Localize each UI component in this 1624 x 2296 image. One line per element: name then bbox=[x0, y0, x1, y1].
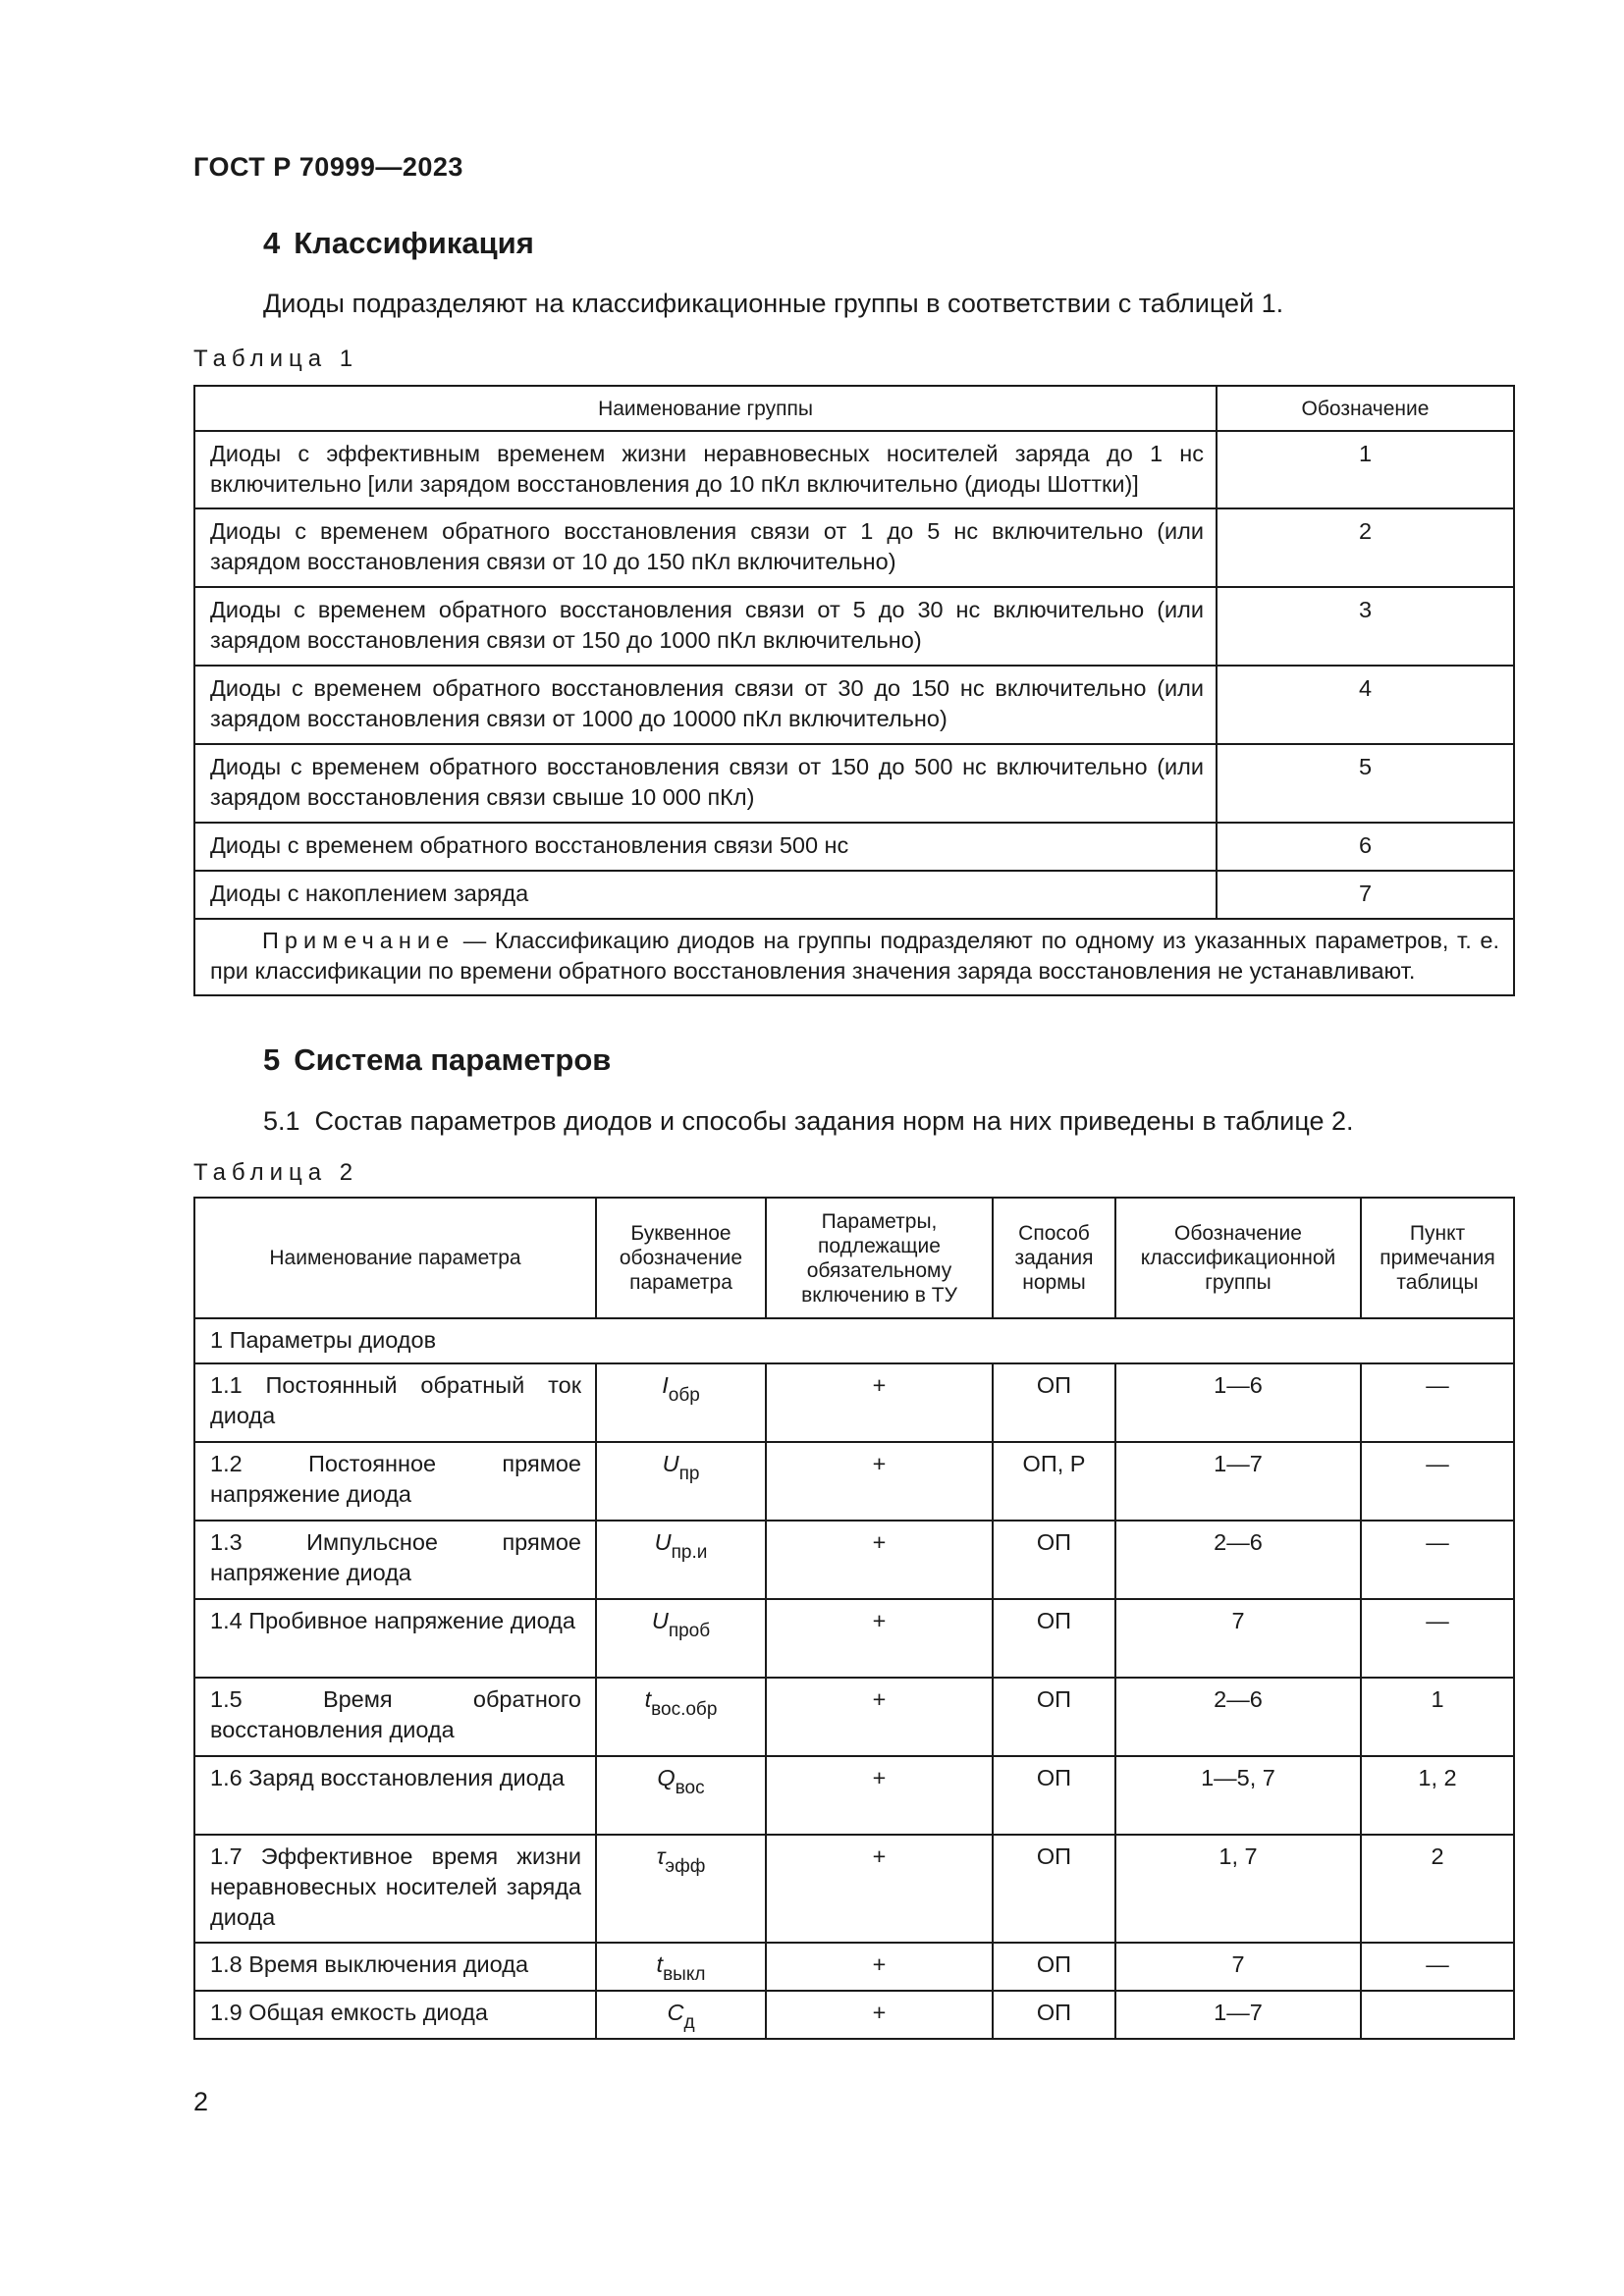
table-1-note bbox=[194, 919, 1514, 995]
mandatory-cell: + bbox=[766, 1943, 993, 1991]
note-item-cell: 1 bbox=[1361, 1678, 1514, 1756]
norm-method-cell: ОП bbox=[993, 1991, 1115, 2039]
table-2-row bbox=[194, 1521, 1514, 1599]
class-group-cell: 2—6 bbox=[1115, 1678, 1361, 1756]
norm-method-cell: ОП, Р bbox=[993, 1442, 1115, 1521]
group-name-cell: Диоды с эффективным временем жизни неравновесных носителей заряда до 1 нс включительно [или зарядом восстановления до 10 пКл включительно (диоды Шоттки)] bbox=[194, 431, 1217, 508]
header-parameter-name: Наименование параметра bbox=[194, 1198, 596, 1318]
table-1-row bbox=[194, 666, 1514, 744]
header-letter-symbol: Буквенное обозначение параметра bbox=[596, 1198, 766, 1318]
mandatory-cell: + bbox=[766, 1991, 993, 2039]
norm-method-cell: ОП bbox=[993, 1835, 1115, 1943]
letter-symbol-cell bbox=[596, 1756, 766, 1835]
group-designation-cell: 3 bbox=[1217, 587, 1514, 666]
letter-symbol-cell bbox=[596, 1521, 766, 1599]
norm-method-cell: ОП bbox=[993, 1756, 1115, 1835]
section-4-number: 4 bbox=[263, 226, 281, 260]
symbol-letter: t bbox=[656, 1951, 664, 1977]
parameter-name-cell: 1.5 Время обратного восстановления диода bbox=[194, 1678, 596, 1756]
table-2-row bbox=[194, 1442, 1514, 1521]
parameter-name-cell: 1.3 Импульсное прямое напряжение диода bbox=[194, 1521, 596, 1599]
symbol-subscript: проб bbox=[668, 1621, 711, 1641]
header-class-group: Обозначение классификационной группы bbox=[1115, 1198, 1361, 1318]
parameter-name-cell: 1.6 Заряд восстановления диода bbox=[194, 1756, 596, 1835]
header-note-item: Пункт примечания таблицы bbox=[1361, 1198, 1514, 1318]
parameter-name-cell: 1.4 Пробивное напряжение диода bbox=[194, 1599, 596, 1678]
symbol-letter: U bbox=[651, 1608, 669, 1633]
mandatory-cell: + bbox=[766, 1442, 993, 1521]
letter-symbol-cell bbox=[596, 1599, 766, 1678]
parameter-name-cell: 1.9 Общая емкость диода bbox=[194, 1991, 596, 2039]
norm-method-cell: ОП bbox=[993, 1678, 1115, 1756]
mandatory-cell: + bbox=[766, 1678, 993, 1756]
header-norm-method: Способ задания нормы bbox=[993, 1198, 1115, 1318]
table-1-row bbox=[194, 508, 1514, 587]
section-4-intro: Диоды подразделяют на классификационные группы в соответствии с таблицей 1. bbox=[263, 289, 1284, 318]
group-designation-cell: 5 bbox=[1217, 744, 1514, 823]
mandatory-cell: + bbox=[766, 1599, 993, 1678]
note-text: — Классификацию диодов на группы подразделяют по одному из указанных параметров, т. е. при классификации по времени обратного восстановления значения заряда восстановления не устанавливают. bbox=[210, 928, 1499, 984]
mandatory-cell: + bbox=[766, 1835, 993, 1943]
note-label: Примечание bbox=[262, 928, 456, 953]
group-name-cell: Диоды с временем обратного восстановления связи от 1 до 5 нс включительно (или зарядом восстановления связи от 10 до 150 пКл включительно) bbox=[194, 508, 1217, 587]
norm-method-cell: ОП bbox=[993, 1521, 1115, 1599]
symbol-letter: U bbox=[662, 1451, 679, 1476]
parameters-table bbox=[193, 1197, 1515, 2040]
norm-method-cell: ОП bbox=[993, 1943, 1115, 1991]
note-item-cell: — bbox=[1361, 1442, 1514, 1521]
note-item-cell: — bbox=[1361, 1521, 1514, 1599]
letter-symbol-cell bbox=[596, 1835, 766, 1943]
table-2-row bbox=[194, 1991, 1514, 2039]
class-group-cell: 1—7 bbox=[1115, 1991, 1361, 2039]
letter-symbol-cell bbox=[596, 1678, 766, 1756]
symbol-subscript: выкл bbox=[663, 1964, 706, 1985]
group-name-cell: Диоды с временем обратного восстановления связи от 30 до 150 нс включительно (или зарядом восстановления связи от 1000 до 10000 пКл включительно) bbox=[194, 666, 1217, 744]
class-group-cell: 1—5, 7 bbox=[1115, 1756, 1361, 1835]
section-5-1-paragraph: 5.1 Состав параметров диодов и способы задания норм на них приведены в таблице 2. bbox=[263, 1106, 1354, 1136]
mandatory-cell: + bbox=[766, 1756, 993, 1835]
note-item-cell: — bbox=[1361, 1363, 1514, 1442]
section-row-label: 1 Параметры диодов bbox=[194, 1318, 1514, 1363]
parameter-name-cell: 1.8 Время выключения диода bbox=[194, 1943, 596, 1991]
note-item-cell: — bbox=[1361, 1599, 1514, 1678]
parameter-name-cell: 1.2 Постоянное прямое напряжение диода bbox=[194, 1442, 596, 1521]
group-designation-cell: 4 bbox=[1217, 666, 1514, 744]
table-2-row bbox=[194, 1599, 1514, 1678]
classification-table bbox=[193, 385, 1515, 996]
symbol-letter: Q bbox=[657, 1765, 676, 1790]
letter-symbol-cell bbox=[596, 1442, 766, 1521]
class-group-cell: 1, 7 bbox=[1115, 1835, 1361, 1943]
header-mandatory-params: Параметры, подлежащие обязательному включению в ТУ bbox=[766, 1198, 993, 1318]
section-4-heading bbox=[263, 226, 534, 261]
symbol-letter: I bbox=[662, 1372, 669, 1398]
table-2-caption: Таблица 2 bbox=[193, 1159, 359, 1186]
symbol-subscript: пр.и bbox=[671, 1542, 708, 1563]
table-2-section-row bbox=[194, 1318, 1514, 1363]
symbol-letter: τ bbox=[656, 1843, 666, 1869]
header-designation: Обозначение bbox=[1217, 386, 1514, 431]
class-group-cell: 7 bbox=[1115, 1943, 1361, 1991]
group-name-cell: Диоды с временем обратного восстановления связи от 150 до 500 нс включительно (или зарядом восстановления связи свыше 10 000 пКл) bbox=[194, 744, 1217, 823]
symbol-subscript: пр bbox=[678, 1464, 700, 1484]
class-group-cell: 2—6 bbox=[1115, 1521, 1361, 1599]
page-number: 2 bbox=[193, 2087, 209, 2116]
table-1-row bbox=[194, 871, 1514, 919]
class-group-cell: 1—6 bbox=[1115, 1363, 1361, 1442]
table-2-row bbox=[194, 1756, 1514, 1835]
header-group-name: Наименование группы bbox=[194, 386, 1217, 431]
note-item-cell: 1, 2 bbox=[1361, 1756, 1514, 1835]
note-item-cell bbox=[1361, 1991, 1514, 2039]
group-designation-cell: 7 bbox=[1217, 871, 1514, 919]
table-1-caption: Таблица 1 bbox=[193, 346, 359, 372]
letter-symbol-cell bbox=[596, 1363, 766, 1442]
table-1-row bbox=[194, 587, 1514, 666]
symbol-subscript: эфф bbox=[665, 1856, 706, 1877]
table-1-row bbox=[194, 431, 1514, 508]
group-name-cell: Диоды с временем обратного восстановления связи от 5 до 30 нс включительно (или зарядом восстановления связи от 150 до 1000 пКл включительно) bbox=[194, 587, 1217, 666]
symbol-subscript: обр bbox=[668, 1385, 700, 1406]
table-2-row bbox=[194, 1678, 1514, 1756]
table-2-row bbox=[194, 1835, 1514, 1943]
mandatory-cell: + bbox=[766, 1521, 993, 1599]
norm-method-cell: ОП bbox=[993, 1363, 1115, 1442]
class-group-cell: 7 bbox=[1115, 1599, 1361, 1678]
group-name-cell: Диоды с накоплением заряда bbox=[194, 871, 1217, 919]
group-designation-cell: 6 bbox=[1217, 823, 1514, 871]
table-2-row bbox=[194, 1943, 1514, 1991]
document-code: ГОСТ Р 70999—2023 bbox=[193, 152, 463, 182]
note-item-cell: — bbox=[1361, 1943, 1514, 1991]
letter-symbol-cell bbox=[596, 1991, 766, 2039]
mandatory-cell: + bbox=[766, 1363, 993, 1442]
note-item-cell: 2 bbox=[1361, 1835, 1514, 1943]
section-5-number: 5 bbox=[263, 1042, 281, 1077]
symbol-subscript: д bbox=[683, 2012, 695, 2033]
section-4-title: Классификация bbox=[294, 226, 534, 260]
table-2-header-row bbox=[194, 1198, 1514, 1318]
symbol-letter: C bbox=[667, 2000, 684, 2025]
symbol-subscript: вос.обр bbox=[651, 1699, 718, 1720]
class-group-cell: 1—7 bbox=[1115, 1442, 1361, 1521]
symbol-letter: U bbox=[654, 1529, 672, 1555]
table-1-note-row bbox=[194, 919, 1514, 995]
section-5-title: Система параметров bbox=[294, 1042, 612, 1077]
table-1-row bbox=[194, 744, 1514, 823]
group-name-cell: Диоды с временем обратного восстановления связи 500 нс bbox=[194, 823, 1217, 871]
group-designation-cell: 1 bbox=[1217, 431, 1514, 508]
section-5-heading bbox=[263, 1042, 611, 1078]
table-1-row bbox=[194, 823, 1514, 871]
symbol-letter: t bbox=[644, 1686, 652, 1712]
table-1-header-row bbox=[194, 386, 1514, 431]
letter-symbol-cell bbox=[596, 1943, 766, 1991]
parameter-name-cell: 1.1 Постоянный обратный ток диода bbox=[194, 1363, 596, 1442]
parameter-name-cell: 1.7 Эффективное время жизни неравновесных носителей заряда диода bbox=[194, 1835, 596, 1943]
group-designation-cell: 2 bbox=[1217, 508, 1514, 587]
symbol-subscript: вос bbox=[675, 1778, 705, 1798]
norm-method-cell: ОП bbox=[993, 1599, 1115, 1678]
table-2-row bbox=[194, 1363, 1514, 1442]
